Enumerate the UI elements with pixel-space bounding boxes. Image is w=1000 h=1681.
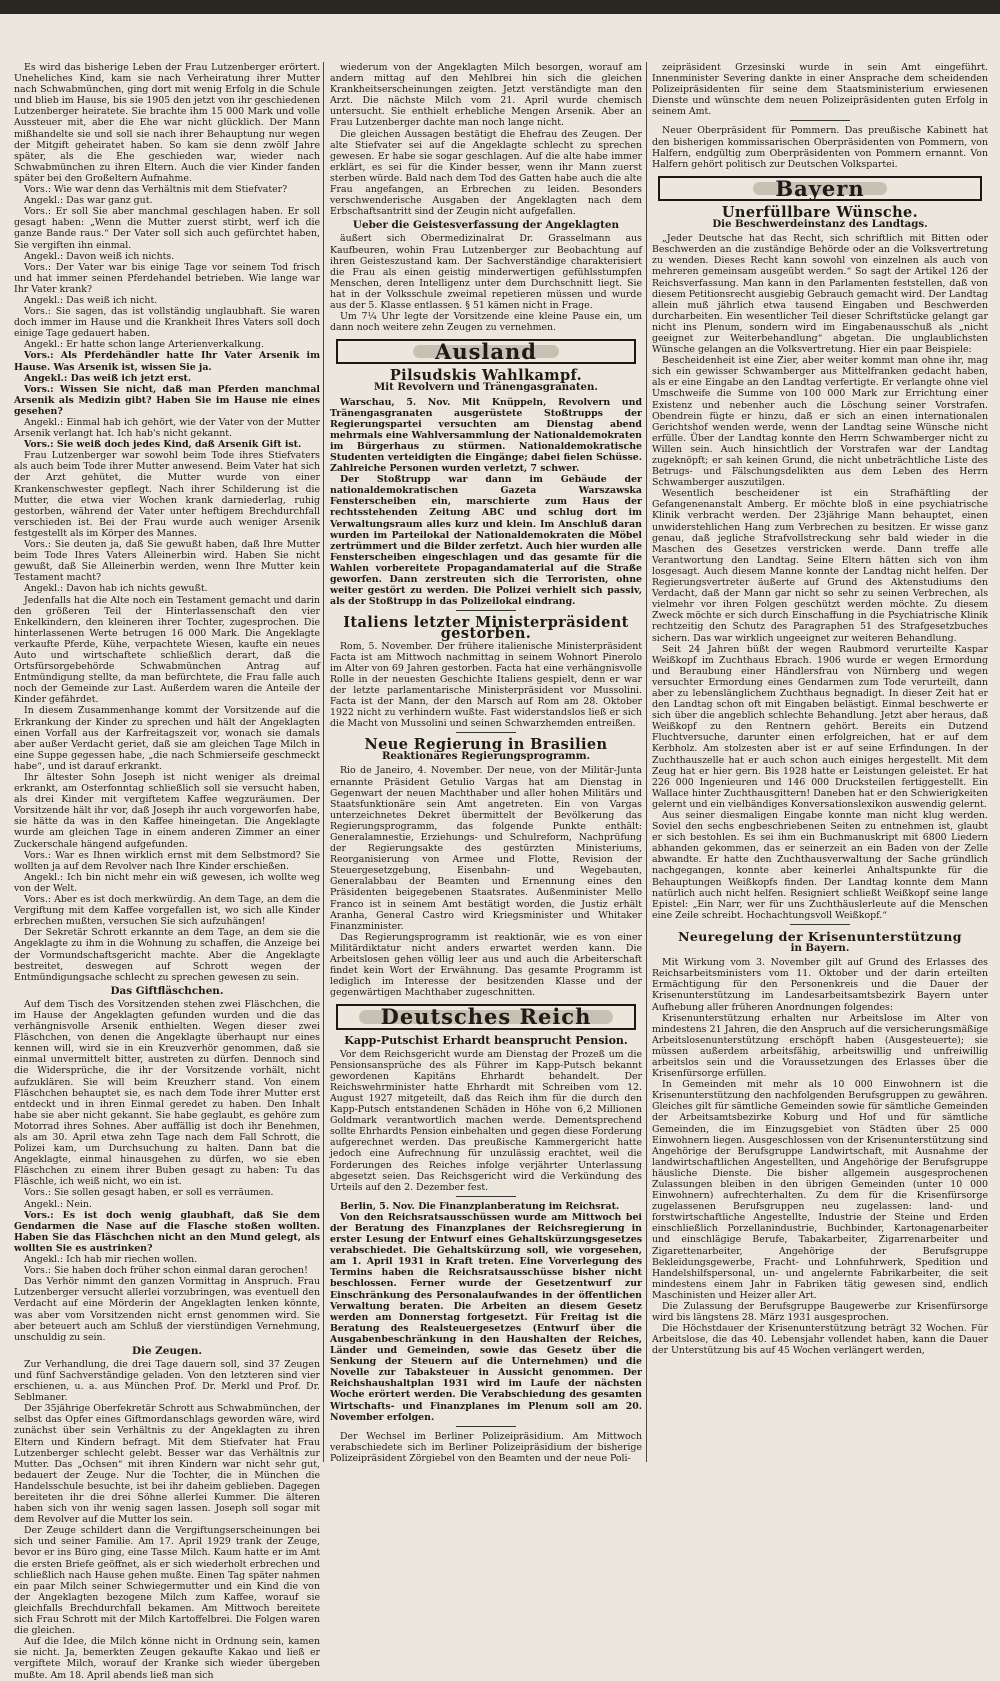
section-heading: Ueber die Geistesverfassung der Angeklagten: [352, 219, 620, 232]
paragraph: Um 7¼ Uhr legte der Vorsitzende eine kleine Pause ein, um dann noch weitere zehn Zeugen zu vernehmen.: [330, 311, 642, 334]
paragraph: Auf dem Tisch des Vorsitzenden stehen zwei Fläschchen, die im Hause der Angeklagten gefunden wurden und die das verhängnisvolle Arsenik enthielten. Wegen dieser zwei Fläschchen, von denen die Angeklagte überhaupt nur eines kennen will, wird sie in ein Kreuzverhör genommen, daß sie einmal unvermittelt bitter, austreten zu dürfen. Dennoch sind die Widersprüche, die ihr der Vorsitzende vorhält, nicht aufzuklären. Sie will beim Kreuzherr stand. Von einem Fläschchen behauptet sie, es nach dem Tode ihrer Mutter erst entdeckt und in ihren Einmal geredet zu haben. Den Inhalt habe sie aber nicht gekannt. Sie habe geglaubt, es gehöre zum Motorrad ihres Sohnes. Aber auffällig ist doch ihr Benehmen, als am 30. April etwa zehn Tage nach dem Fall Schrott, die Polizei kam, um Durchsuchung zu halten. Dann bat die Angeklagte, einmal hinausgehen zu dürfen, wo sie eben Fläschchen zu einem ihrer Buben gesagt zu haben: Tu das Fläschle, ich weiß nicht, wo ein ist.: [14, 998, 320, 1188]
column-rule: [323, 62, 324, 1462]
paragraph: Angekl.: Davon weiß ich nichts.: [24, 250, 175, 262]
paragraph: Der Stoßtrupp war dann im Gebäude der nationaldemokratischen Gazeta Warszawska Fensterscheiben ein, marschierte zum Haus der rechtsstehenden Zeitung ABC und schlug dort im Verwaltungsraum alles kurz und klein. Im Anschluß daran wurden im Parteilokal der Nationaldemokraten die Möbel zertrümmert und die Bilder zerfetzt. Auch hier wurden alle Fensterscheiben eingeschlagen und das gesamte für die Wahlen vorbereitete Propagandamaterial auf die Straße geworfen. Dann zerstreuten sich die Terroristen, ohne weiter gestört zu werden. Die Polizei verhielt sich passiv, als der Stoßtrupp in das Polizeilokal eindrang.: [330, 474, 642, 608]
paragraph: Angekl.: Ich hab mir riechen wollen.: [24, 1254, 198, 1266]
paragraph: Die gleichen Aussagen bestätigt die Ehefrau des Zeugen. Der alte Stiefvater sei auf die Angeklagte schlecht zu sprechen gewesen. Er habe sie sogar geschlagen. Auf die alte habe immer erklärt, es sei für die Kinder besser, wenn ihr Mann zuerst sterben würde. Bald nach dem Tod des Gatten habe auch die alte Frau angefangen, an Erbrechen zu leiden. Besonders verschwenderische Ausgaben der Angeklagten nach dem Erbschaftsantritt sind der Zeugin nicht aufgefallen.: [330, 128, 642, 218]
paragraph: Die Höchstdauer der Krisenunterstützung beträgt 32 Wochen. Für Arbeitslose, die das 40. Lebensjahr vollendet haben, kann die Dauer der Unterstützung bis auf 45 Wochen verlängert werden,: [652, 1323, 988, 1357]
article-headline: Neue Regierung in Brasilien: [364, 736, 608, 754]
column-1: [14, 62, 320, 1681]
paragraph: Neuer Oberpräsident für Pommern. Das preußische Kabinett hat den bisherigen kommissarischen Oberpräsidenten von Pommern, von Halfern, endgültig zum Oberpräsidenten von Pommern ernannt. Von Halfern gehört politisch zur Deutschen Volkspartei.: [652, 125, 988, 170]
divider: [790, 924, 850, 925]
divider: [456, 1196, 516, 1197]
paragraph: Ihr ältester Sohn Joseph ist nicht weniger als dreimal erkrankt, am Osterfonntag schließlich soll sie versucht haben, als drei Kinder mit vergiftetem Kaffee wegzuräumen. Der Vorsitzende hält ihr vor, daß Joseph ihr auch vorgeworfen habe, sie hätte da was in den Kaffee hineingetan. Die Angeklagte wurde am gleichen Tage in einem anderen Zimmer an einer Zuckerschale hängend aufgefunden.: [14, 772, 320, 850]
paragraph: Vors.: Wie war denn das Verhältnis mit dem Stiefvater?: [24, 184, 288, 196]
article-headline: Neuregelung der Krisenunterstützung: [678, 928, 962, 944]
paragraph: „Jeder Deutsche hat das Recht, sich schriftlich mit Bitten oder Beschwerden an die zuständige Behörde oder an die Volksvertretung zu wenden. Dieses Recht kann sowohl von einzelnen als auch von mehreren gemeinsam ausgeübt werden.“ So sagt der Artikel 126 der Reichsverfassung. Man kann in den Parlamenten feststellen, daß von diesem Petitionsrecht ausgiebig Gebrauch gemacht wird. Der Landtag allein muß jährlich etwa tausend Eingaben und Beschwerden durcharbeiten. Ein wesentlicher Teil dieser Schriftstücke gelangt gar nicht ins Plenum, sondern wird im Eingabenausschuß als „nicht geeignet zur Weiterbehandlung“ abgetan. Die unglaublichsten Wünsche gelangen an die Volksvertretung. Hier ein paar Beispiele:: [652, 233, 988, 356]
paragraph: Vors.: Er soll Sie aber manchmal geschlagen haben. Er soll gesagt haben: „Wenn die Mutter zuerst stirbt, werf ich die ganze Bande raus.“ Der Vater soll sich auch gefürchtet haben, Sie vergiften ihn einmal.: [14, 206, 320, 251]
column-3: [652, 62, 988, 1462]
banner-label: Bayern: [753, 182, 886, 195]
article-subheadline: Reaktionäres Regierungsprogramm.: [381, 750, 591, 763]
paragraph: Vors.: Es ist doch wenig glaubhaft, daß Sie dem Gendarmen die Nase auf die Flasche stoßen wollten. Haben Sie das Fläschchen nicht an den Mund gelegt, als wollten Sie es austrinken?: [14, 1209, 320, 1254]
section-banner-ausland: [336, 339, 636, 364]
article-headline: Kapp-Putschist Erhardt beansprucht Pension.: [344, 1033, 628, 1047]
paragraph: In Gemeinden mit mehr als 10 000 Einwohnern ist die Krisenunterstützung den nachfolgenden Berufsgruppen zu gewähren. Gleiches gilt für sämtliche Gemeinden sowie für sämtliche Gemeinden der Arbeitsamtsbezirke Koburg und Hof und für sämtliche Gemeinden, die im Einzugsgebiet von Städten über 25 000 Einwohnern liegen. Ausgeschlossen von der Krisenunterstützung sind Angehörige der Berufsgruppe Landwirtschaft, mit Ausnahme der landwirtschaftlichen Angestellten, und Angehörige der Berufsgruppe häusliche Dienste. Die bisher allgemein ausgesprochenen Zulassungen bleiben in den übrigen Gemeinden (unter 10 000 Einwohnern) aufrechterhalten. Zu dem für die Krisenfürsorge zugelassenen Berufsgruppen neu zugelassen: land- und forstwirtschaftliche Angestellte, Industrie der Steine und Erden einschließlich Porzellanindustrie, Buchbinder, Kartonagenarbeiter und einschlägige Berufe, Tabakarbeiter, Zigarrenarbeiter und Zigarettenarbeiter, Angehörige der Berufsgruppe Bekleidungsgewerbe, Fracht- und Lohnfuhrwerk, Spedition und Handelshilfspersonal, un- und angelernte Fabrikarbeiter, die seit mindestens einem Jahr in Fabriken tätig gewesen sind, endlich Maschinisten und Heizer aller Art.: [652, 1079, 988, 1301]
article-headline: Italiens letzter Ministerpräsident gestorben.: [343, 614, 629, 643]
paragraph: Krisenunterstützung erhalten nur Arbeitslose im Alter von mindestens 21 Jahren, die den Anspruch auf die versicherungsmäßige Arbeitslosenunterstützung erschöpft haben (Ausgesteuerte); sie müssen außerdem arbeitsfähig, arbeitswillig und unfreiwillig arbeitslos sein und die Voraussetzungen des Erlasses über die Krisenfürsorge erfüllen.: [652, 1012, 988, 1080]
article-headline: Berlin, 5. Nov. Die Finanzplanberatung im Reichsrat.: [340, 1200, 620, 1212]
paragraph: Das Verhör nimmt den ganzen Vormittag in Anspruch. Frau Lutzenberger versucht allerlei vorzubringen, was eventuell den Verdacht auf eine Mörderin der Angeklagten lenken könnte, was aber vom Vorsitzenden nicht ernst genommen wird. Sie aber beteuert auch am Schluß der vierstündigen Vernehmung, unschuldig zu sein.: [14, 1276, 320, 1343]
paragraph: Angekl.: Einmal hab ich gehört, wie der Vater von der Mutter Arsenik verlangt hat. Ich hab's nicht gekannt.: [14, 417, 320, 440]
paragraph: Rio de Janeiro, 4. November. Der neue, von der Militär-Junta ernannte Präsident Getulio Vargas hat am Dienstag in Gegenwart der neuen Machthaber und aller hohen Militärs und Staatsfunktionäre sein Amt angetreten. Ein von Vargas unterzeichnetes Dekret übermittelt der Bevölkerung das Regierungsprogramm, das folgende Punkte enthält: Generalamnestie, Erziehungs- und Schulreform, Nachprüfung der Regierungsakte des gestürzten Ministeriums, Reorganisierung von Armee und Flotte, Revision der Steuergesetzgebung, Eisenbahn- und Wegebauten, Generalabbau der Beamten und Ernennung eines den Präsidenten beigegebenen Staatsrates. Außenminister Mello Franco ist in seinem Amt bestätigt worden, die Justiz erhält Aranha, General Castro wird Kriegsminister und Whitaker Finanzminister.: [330, 765, 642, 932]
divider: [456, 732, 516, 733]
section-heading: Die Zeugen.: [132, 1344, 202, 1357]
top-edge: [0, 0, 1000, 14]
paragraph: Vors.: Sie sollen gesagt haben, er soll es verräumen.: [24, 1187, 274, 1199]
section-banner-deutsches-reich: [336, 1004, 636, 1029]
paragraph: Die Zulassung der Berufsgruppe Baugewerbe zur Krisenfürsorge wird bis längstens 28. März 1931 ausgesprochen.: [652, 1301, 988, 1324]
paragraph: Frau Lutzenberger war sowohl beim Tode ihres Stiefvaters als auch beim Tode ihrer Mutter anwesend. Beim Vater hat sich der Arzt gehütet, die Mutter wurde von einer Krankenschwester gepflegt. Nach ihrer Schilderung ist die Mutter, die etwa vier Wochen krank darniederlag, ruhig gestorben, während der Vater unter heftigem Brechdurchfall verschieden ist. Bei der Frau wurde auch weniger Arsenik festgestellt als im Körper des Mannes.: [14, 450, 320, 539]
paragraph: Angekl.: Nein.: [24, 1198, 92, 1210]
paragraph: Angekl.: Ich bin nicht mehr ein wiß gewesen, ich wollte weg von der Welt.: [14, 871, 320, 894]
paragraph: Es wird das bisherige Leben der Frau Lutzenberger erörtert. Uneheliches Kind, kam sie nach Verheiratung ihrer Mutter nach Schwabmünchen, ging dort mit wenig Erfolg in die Schule und blieb im Hause, bis sie 1905 den jetzt von ihr geschiedenen Lutzenberger heiratete. Sie brachte ihm 15 000 Mark und volle Aussteuer mit, aber die Ehe war nicht glücklich. Der Mann mißhandelte sie und soll sie nach ihrer Behauptung nur wegen der Mitgift geheiratet haben. So kam sie denn zwölf Jahre später, als die Ehe geschieden war, wieder nach Schwabmünchen zu ihren Eltern. Auch die vier Kinder fanden später bei den Großeltern Aufnahme.: [14, 62, 320, 184]
article-subheadline: Die Beschwerdeinstanz des Landtags.: [712, 218, 928, 231]
paragraph: Der Zeuge schildert dann die Vergiftungserscheinungen bei sich und seiner Familie. Am 17. April 1929 trank der Zeuge, bevor er ins Büro ging, eine Tasse Milch. Kaum hatte er im Amt die ersten Briefe geöffnet, als er sich wiederholt erbrechen und schließlich nach Hause gehen mußte. Einen Tag später nahmen ein paar Milch seiner Schwiegermutter und ein Kind die von der Angeklagten bezogene Milch zum Kaffee, worauf sie gleichfalls Brechdurchfall bekamen. Am Mittwoch bereitete sich Frau Schrott mit der Milch Kartoffelbrei. Die Folgen waren die gleichen.: [14, 1525, 320, 1637]
divider: [790, 120, 850, 121]
paragraph: Vors.: Wissen Sie nicht, daß man Pferden manchmal Arsenik als Medizin gibt? Haben Sie im Hause nie eines gesehen?: [14, 383, 320, 417]
section-banner-bayern: [658, 176, 982, 201]
paragraph: Vors.: Der Vater war bis einige Tage vor seinem Tod frisch und hat immer seinen Pferdehandel betrieben. Wie lange war Ihr Vater krank?: [14, 261, 320, 295]
paragraph: Warschau, 5. Nov. Mit Knüppeln, Revolvern und Tränengasgranaten ausgerüstete Stoßtrupps der Regierungspartei versuchten am Dienstag abend mehrmals eine Wahlversammlung der Nationaldemokraten im Bürgerhaus zu stürmen. Nationaldemokratische Studenten verteidigten die Eingänge; dabei fielen Schüsse. Zahlreiche Personen wurden verletzt, 7 schwer.: [330, 396, 642, 475]
paragraph: Rom, 5. November. Der frühere italienische Ministerpräsident Facta ist am Mittwoch nachmittag in seinem Wohnort Pinerolo im Alter von 69 Jahren gestorben. Facta hat eine verhängnisvolle Rolle in der neuesten Geschichte Italiens gespielt, denn er war der letzte parlamentarische Ministerpräsident vor Mussolini. Facta ist der Mann, der den Marsch auf Rom am 28. Oktober 1922 nicht zu verhindern wußte. Fast widerstandslos ließ er sich die Macht von Mussolini und seinen Schwarzhemden entreißen.: [330, 640, 642, 730]
article-subheadline: Mit Revolvern und Tränengasgranaten.: [374, 381, 598, 394]
paragraph: zeipräsident Grzesinski wurde in sein Amt eingeführt. Innenminister Severing dankte in einer Ansprache dem scheidenden Polizeipräsidenten für seine dem Staatsministerium erwiesenen Dienste und wünschte dem neuen Polizeipräsidenten guten Erfolg in seinem Amt.: [652, 62, 988, 118]
paragraph: Angekl.: Davon hab ich nichts gewußt.: [24, 583, 208, 595]
paragraph: äußert sich Obermedizinalrat Dr. Grasselmann aus Kaufbeuren, wohin Frau Lutzenberger zur Beobachtung auf ihren Geisteszustand kam. Der Sachverständige charakterisiert die Frau als einen geistig minderwertigen gefühlsstumpfen Menschen, deren Intelligenz unter dem Durchschnitt liegt. Sie hat in der Volksschule zweimal repetieren müssen und wurde aus der 5. Klasse entlassen. § 51 kämen nicht in Frage.: [330, 233, 642, 311]
article-subheadline: in Bayern.: [790, 942, 850, 955]
paragraph: Zur Verhandlung, die drei Tage dauern soll, sind 37 Zeugen und fünf Sachverständige geladen. Von den letzteren sind vier erschienen, u. a. aus München Prof. Dr. Merkl und Prof. Dr. Seblmaner.: [14, 1358, 320, 1404]
paragraph: wiederum von der Angeklagten Milch besorgen, worauf am andern mittag auf den Mehlbrei hin sich die gleichen Krankheitserscheinungen zeigten. Jetzt verständigte man den Arzt. Die nächste Milch vom 21. April wurde chemisch untersucht. Sie enthielt erhebliche Mengen Arsenik. Aber an Frau Lutzenberger dachte man noch lange nicht.: [330, 62, 642, 129]
paragraph: Vor dem Reichsgericht wurde am Dienstag der Prozeß um die Pensionsansprüche des als Führer im Kapp-Putsch bekannt gewordenen Kapitäns Ehrhardt behandelt. Der Reichswehrminister hatte Ehrhardt mit Schreiben vom 12. August 1927 mitgeteilt, daß das Reich ihm für die durch den Kapp-Putsch entstandenen Schäden in Höhe von 6,2 Millionen Goldmark verantwortlich machen werde. Dementsprechend sollte Ehrhardts Pension einbehalten und gegen diese Forderung aufgerechnet werden. Das preußische Kammergericht hatte jedoch eine Aufrechnung für unzulässig erachtet, weil die Forderungen des Reiches infolge verjährter Unterlassung abgesetzt seien. Das Reichsgericht wird die Verkündung des Urteils auf den 2. Dezember fest.: [330, 1048, 642, 1193]
paragraph: Vors.: Aber es ist doch merkwürdig. An dem Tage, an dem die Vergiftung mit dem Kaffee vorgefallen ist, wo sich alle Kinder erbrechen mußten, versuchen Sie sich aufzuhängen!: [14, 894, 320, 928]
paragraph: Vors.: Sie haben doch früher schon einmal daran gerochen!: [24, 1265, 308, 1277]
column-2: [330, 62, 642, 1462]
paragraph: Wesentlich bescheidener ist ein Strafhäftling der Gefangenenanstalt Amberg. Er möchte bloß in eine psychiatrische Klinik verbracht werden. Der 23jährige Mann behauptet, einen unwiderstehlichen Hang zum Verbrechen zu besitzen. Er wisse ganz genau, daß jegliche Strafvollstreckung sehr bald wieder in die Maschen des Gesetzes verstricken werde. Dann treffe alle Verantwortung den Landtag. Seine Eltern hätten sich von ihm losgesagt. Auch diesem Manne konnte der Landtag nicht helfen. Der Regierungsvertreter äußerte auf Grund des Aktenstudiums den Verdacht, daß der Mann gar nicht so sehr zu seinen Verbrechen, als vielmehr vor ihren Folgen geschützt werden möchte. Zu diesem Zweck möchte er sich durch Einschaffung in die Psychiatrische Klinik rechtzeitig den Schutz des Paragraphen 51 des Strafgesetzbuches sichern. Das war wirklich ungeeignet zur weiteren Behandlung.: [652, 488, 988, 644]
paragraph: Der Wechsel im Berliner Polizeipräsidium. Am Mittwoch verabschiedete sich im Berliner Polizeipräsidium der bisherige Polizeipräsident Zörgiebel von den Beamten und der neue Poli-: [330, 1430, 642, 1464]
paragraph: Auf die Idee, die Milch könne nicht in Ordnung sein, kamen sie nicht. Ja, bemerkten Zeugen gekaufte Kakao und ließ er vergiftete Milch, worauf der Kranke sich wieder übergeben mußte. Am 18. April abends ließ man sich: [14, 1636, 320, 1681]
divider: [456, 1426, 516, 1427]
paragraph: Vors.: Sie weiß doch jedes Kind, daß Arsenik Gift ist.: [24, 439, 302, 451]
paragraph: Vors.: Sie deuten ja, daß Sie gewußt haben, daß Ihre Mutter beim Tode Ihres Vaters Alleinerbin wird. Haben Sie nicht gewußt, daß Sie Alleinerbin werden, wenn Ihre Mutter kein Testament macht?: [14, 539, 320, 584]
paragraph: Jedenfalls hat die Alte noch ein Testament gemacht und darin den größeren Teil der Hinterlassenschaft den vier Enkelkindern, den kleineren ihrer Tochter, zugesprochen. Die hinterlassenen Werte betrugen 16 000 Mark. Die Angeklagte verkaufte Pferde, Kühe, verpachtete Wiesen, kaufte ein neues Auto und wirtschaftete schließlich derart, daß die Ortsfürsorgebehörde Schwabmünchen Antrag auf Entmündigung stellte, da man befürchtete, die Frau falle auch noch der Gemeinde zur Last. Außerdem waren die Anteile der Kinder gefährdet.: [14, 594, 320, 706]
article-headline: Pilsudskis Wahlkampf.: [389, 367, 583, 385]
paragraph: Der 35jährige Oberfekretär Schrott aus Schwabmünchen, der selbst das Opfer eines Giftmordanschlags geworden wäre, wird zunächst über sein Verhältnis zu der Angeklagten zu ihren Eltern und Kindern befragt. Mit dem Stiefvater hat Frau Lutzenberger schlecht gelebt. Besser war das Verhältnis zur Mutter. Das „Ochsen“ mit ihren Kindern war nicht sehr gut, bedauert der Zeuge. Nur die Tochter, die in München die Handelsschule besuchte, ist bei ihr daheim geblieben. Dagegen bereiteten ihr die drei Söhne allerlei Kummer. Die älteren haben sich von ihr wenig sagen lassen. Joseph soll sogar mit dem Revolver auf die Mutter los sein.: [14, 1403, 320, 1526]
paragraph: Der Sekretär Schrott erkannte an dem Tage, an dem sie die Angeklagte zu ihm in die Wohnung zu schaffen, die Anzeige bei der Vormundschaftsgericht machte. Aber die Angeklagte bestreitet, deswegen auf Schrott wegen der Entmündigungsache schlecht zu sprechen gewesen zu sein.: [14, 927, 320, 983]
paragraph: Das Regierungsprogramm ist reaktionär, wie es von einer Militärdiktatur nicht anders erwartet werden kann. Die Arbeitslosen gehen völlig leer aus und auch die Arbeiterschaft findet kein Wort der Erwähnung. Das gesamte Programm ist lediglich im Interesse der besitzenden Klasse und der gegenwärtigen Machthaber zugeschnitten.: [330, 931, 642, 999]
divider: [456, 610, 516, 611]
paragraph: Angekl.: Das weiß ich nicht.: [24, 294, 158, 306]
section-heading: Das Giftfläschchen.: [110, 984, 224, 997]
banner-label: Ausland: [413, 345, 559, 358]
paragraph: Von den Reichsratsausschüssen wurde am Mittwoch bei der Beratung des Finanzplanes der Reichsregierung in erster Lesung der Entwurf eines Gehaltskürzungsgesetzes verabschiedet. Die Gehaltskürzung soll, wie vorgesehen, am 1. April 1931 in Kraft treten. Eine Vorverlegung des Termins haben die Reichsratsausschüsse bisher nicht beschlossen. Ferner wurde der Gesetzentwurf zur Einschränkung des Personalaufwandes in der öffentlichen Verwaltung beraten. Die Arbeiten an diesem Gesetz werden am Donnerstag fortgesetzt. Für Freitag ist die Beratung des Realsteuergesetzes (Entwurf über die Ausgabenbeschränkung in den Haushalten der Reiches, Länder und Gemeinden, sowie das Gesetz über die Senkung der Steuern auf die Unternehmen) und die Novelle zur Tabaksteuer in Aussicht genommen. Der Reichshaushaltplan 1931 wird im Laufe der nächsten Woche erörtert werden. Die Verabschiedung des gesamten Wirtschafts- und Finanzplanes im Plenum soll am 20. November erfolgen.: [330, 1211, 642, 1423]
banner-label: Deutsches Reich: [359, 1010, 614, 1023]
paragraph: Angekl.: Er hatte schon lange Arterienverkalkung.: [24, 339, 265, 351]
paragraph: Seit 24 Jahren büßt der wegen Raubmord verurteilte Kaspar Weißkopf im Zuchthaus Ebrach. 1906 wurde er wegen Ermordung und Beraubung einer Händlersfrau von Nürnberg und wegen versuchter Ermordung eines Gendarmen zum Tode verurteilt, dann aber zu lebenslänglichem Zuchthaus begnadigt. In dieser Zeit hat er den Landtag schon oft mit Eingaben belästigt. Einmal beschwerte er sich über die angeblich schlechte Behandlung. Jetzt aber heraus, daß Weißkopf zu den Rentnern gehört. Bereits ein Dutzend Fluchtversuche, darunter einen erfolgreichen, hat er auf dem Kerbholz. Am stolzesten aber ist er auf seine Erfindungen. In der Zuchthauszelle hat er auch schon auch einiges hergestellt. Mit dem Zeug hat er hier gern. Bis 1928 hatte er Leistungen geleistet. Er hat 226 000 Ingenieuren und 146 000 Drucksteilen fertiggestellt. Ein Wallace hinter Zuchthausgittern! Daneben hat er den Schwierigkeiten gelernt und ein vielbändiges Konversationslexikon auswendig gelernt.: [652, 643, 988, 810]
column-rule: [646, 62, 647, 1462]
paragraph: Bescheidenheit ist eine Zier, aber weiter kommt man ohne ihr, mag sich ein gewisser Schwamberger aus Mittelfranken gedacht haben, als er eine Eingabe an den Landtag verfertigte. Er verlangte ohne viel Umschweife die Summe von 100 000 Mark zur Errichtung einer Existenz und nebenher auch die Löschung seiner Vorstrafen. Obendrein fügte er hinzu, daß er sich an einen internationalen Gerichtshof wenden werde, wenn der Landtag seine Wünsche nicht erfülle. Über der Landtag konnte den Herrn Schwamberger nicht zu Willen sein. Auch hinsichtlich der Vorstrafen war der Landtag zugeknöpft; er sah keinen Grund, die nicht unbeträchtliche Liste des Betrugs- und Fälschungsdelikten aus dem Leben des Herrn Schwamberger auszutilgen.: [652, 355, 988, 489]
paragraph: Vors.: Als Pferdehändler hatte Ihr Vater Arsenik im Hause. Was Arsenik ist, wissen Sie ja.: [14, 350, 320, 373]
paragraph: Angekl.: Das weiß ich jetzt erst.: [24, 372, 192, 384]
paragraph: Vors.: Sie sagen, das ist vollständig unglaubhaft. Sie waren doch immer im Hause und die Krankheit Ihres Vaters soll doch einige Tage gedauert haben.: [14, 306, 320, 340]
paragraph: Vors.: War es Ihnen wirklich ernst mit dem Selbstmord? Sie wollten ja auf dem Revolver nach Ihre Kinder erschießen.: [14, 849, 320, 872]
paragraph: Aus seiner diesmaligen Eingabe konnte man nicht klug werden. Soviel den sechs engbeschriebenen Seiten zu entnehmen ist, glaubt er sich bestohlen. Es sei ihm ein Buchmanuskript mit 6800 Liedern abhanden gekommen, das er seinerzeit an ein Baden von der Zelle abwandte. Er hatte den Zuchthausverwaltung der Sache gründlich nachgegangen, konnte aber keinerlei Anhaltspunkte für die Behauptungen Weißkopfs finden. Der Landtag konnte dem Mann natürlich auch nicht helfen. Resigniert schließt Weißkopf seine lange Epistel: „Ein Narr, wer für uns Zuchthäuslerleute auf die Menschen eine Zeile schreibt. Hochachtungsvoll Weißkopf.“: [652, 810, 988, 921]
article-headline: Unerfüllbare Wünsche.: [721, 203, 919, 221]
paragraph: In diesem Zusammenhange kommt der Vorsitzende auf die Erkrankung der Kinder zu sprechen und hält der Angeklagten einen Vorfall aus der Karfreitagszeit vor, wonach sie damals aber außer Verdacht geriet, daß sie am gleichen Tage Milch in eine Suppe gegessen habe, „die nach Schmierseife geschmeckt habe“, und ist darauf erkrankt.: [14, 705, 320, 772]
paragraph: Angekl.: Das war ganz gut.: [24, 195, 153, 207]
paragraph: Mit Wirkung vom 3. November gilt auf Grund des Erlasses des Reichsarbeitsministers vom 11. Oktober und der darin erteilten Ermächtigung für den Personenkreis und die Dauer der Krisenunterstützung im Landesarbeitsamtsbezirk Bayern unter Aufhebung aller früheren Anordnungen folgendes:: [652, 957, 988, 1013]
